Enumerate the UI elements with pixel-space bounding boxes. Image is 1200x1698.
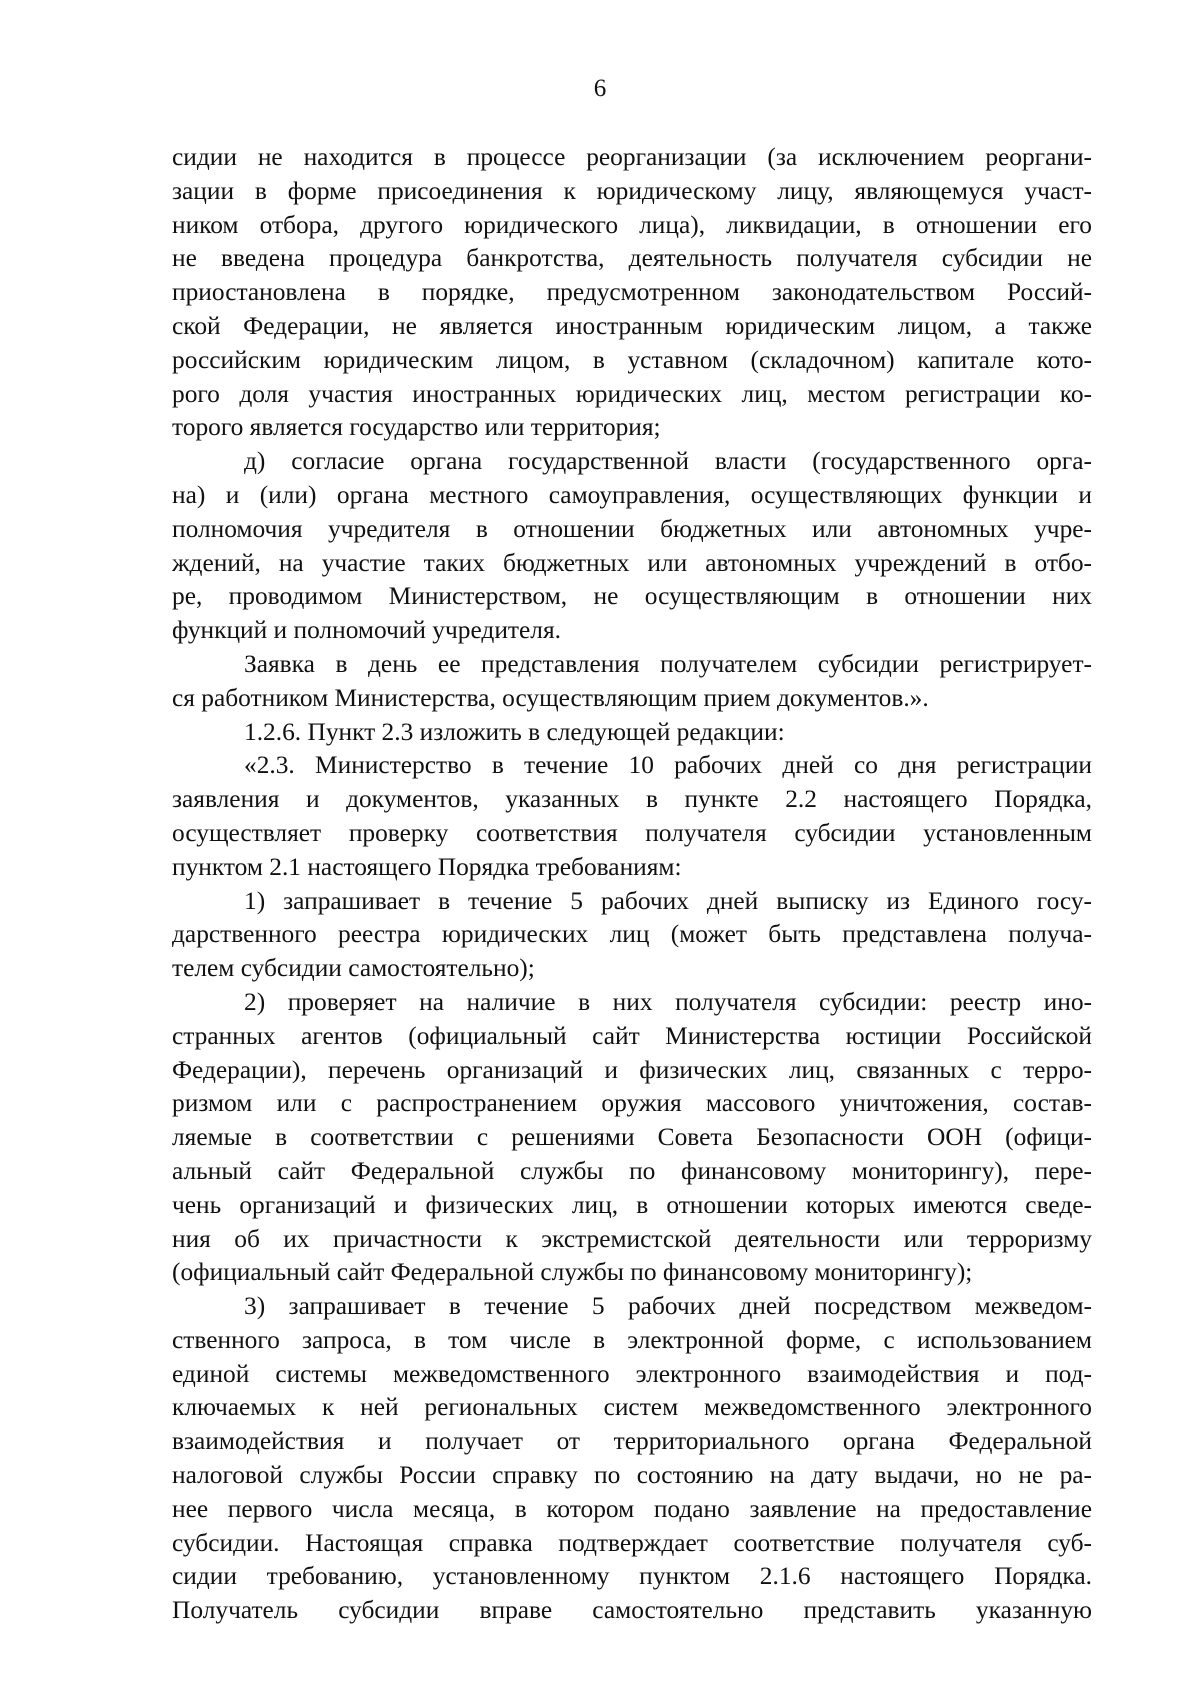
text-line: ником отбора, другого юридического лица), ликвидации, в отношении его	[172, 210, 1092, 239]
text-line: приостановлена в порядке, предусмотренном законодательством Россий-	[172, 278, 1092, 307]
text-line: «2.3. Министерство в течение 10 рабочих дней со дня регистрации	[244, 751, 1092, 780]
text-line: ской Федерации, не является иностранным юридическим лицом, а также	[172, 311, 1092, 340]
text-line: дарственного реестра юридических лиц (может быть представлена получа-	[172, 920, 1092, 949]
text-line: Федерации), перечень организаций и физических лиц, связанных с терро-	[172, 1055, 1092, 1084]
text-line: функций и полномочий учредителя.	[172, 616, 561, 645]
text-line: чень организаций и физических лиц, в отношении которых имеются сведе-	[172, 1190, 1092, 1219]
text-line: полномочия учредителя в отношении бюджетных или автономных учре-	[172, 514, 1092, 543]
text-line: ся работником Министерства, осуществляющим прием документов.».	[172, 683, 929, 712]
text-line: ственного запроса, в том числе в электронной форме, с использованием	[172, 1325, 1092, 1354]
text-line: Получатель субсидии вправе самостоятельно представить указанную	[172, 1596, 1092, 1625]
text-line: ре, проводимом Министерством, не осуществляющим в отношении них	[172, 582, 1092, 611]
text-line: странных агентов (официальный сайт Министерства юстиции Российской	[172, 1021, 1092, 1050]
text-line: 1) запрашивает в течение 5 рабочих дней выписку из Единого госу-	[244, 886, 1092, 915]
text-line: ключаемых к ней региональных систем межведомственного электронного	[172, 1393, 1092, 1422]
text-line: 2) проверяет на наличие в них получателя субсидии: реестр ино-	[244, 987, 1092, 1016]
text-line: ляемые в соответствии с решениями Совета Безопасности ООН (офици-	[172, 1123, 1092, 1152]
text-line: заявления и документов, указанных в пункте 2.2 настоящего Порядка,	[172, 785, 1092, 814]
text-line: не введена процедура банкротства, деятельность получателя субсидии не	[172, 244, 1092, 273]
text-line: нее первого числа месяца, в котором подано заявление на предоставление	[172, 1494, 1092, 1523]
text-line: осуществляет проверку соответствия получателя субсидии установленным	[172, 818, 1092, 847]
text-line: единой системы межведомственного электронного взаимодействия и под-	[172, 1359, 1092, 1388]
text-line: телем субсидии самостоятельно);	[172, 954, 535, 983]
text-line: 1.2.6. Пункт 2.3 изложить в следующей редакции:	[244, 717, 785, 746]
text-line: рого доля участия иностранных юридических лиц, местом регистрации ко-	[172, 379, 1092, 408]
text-line: ния об их причастности к экстремистской деятельности или терроризму	[172, 1224, 1092, 1253]
text-line: сидии не находится в процессе реорганизации (за исключением реоргани-	[172, 143, 1092, 171]
text-line: субсидии. Настоящая справка подтверждает соответствие получателя суб-	[172, 1528, 1092, 1557]
text-line: ризмом или с распространением оружия массового уничтожения, состав-	[172, 1089, 1092, 1118]
text-line: альный сайт Федеральной службы по финансовому мониторингу), пере-	[172, 1156, 1092, 1185]
text-line: (официальный сайт Федеральной службы по финансовому мониторингу);	[172, 1258, 973, 1287]
text-line: налоговой службы России справку по состоянию на дату выдачи, но не ра-	[172, 1461, 1092, 1490]
text-line: на) и (или) органа местного самоуправления, осуществляющих функции и	[172, 480, 1092, 509]
page-number: 6	[593, 75, 607, 102]
text-line: торого является государство или территория;	[172, 413, 661, 442]
text-line: пунктом 2.1 настоящего Порядка требованиям:	[172, 852, 682, 881]
text-line: д) согласие органа государственной власти (государственного орга-	[244, 447, 1092, 476]
text-line: ждений, на участие таких бюджетных или автономных учреждений в отбо-	[172, 548, 1092, 577]
text-line: зации в форме присоединения к юридическому лицу, являющемуся участ-	[172, 176, 1092, 205]
text-line: Заявка в день ее представления получателем субсидии регистрирует-	[244, 649, 1092, 678]
text-line: сидии требованию, установленному пунктом 2.1.6 настоящего Порядка.	[172, 1562, 1092, 1591]
text-line: 3) запрашивает в течение 5 рабочих дней посредством межведом-	[244, 1292, 1092, 1321]
document-body	[172, 141, 1092, 1628]
text-line: взаимодействия и получает от территориального органа Федеральной	[172, 1427, 1092, 1456]
text-line: российским юридическим лицом, в уставном (складочном) капитале кото-	[172, 345, 1092, 374]
